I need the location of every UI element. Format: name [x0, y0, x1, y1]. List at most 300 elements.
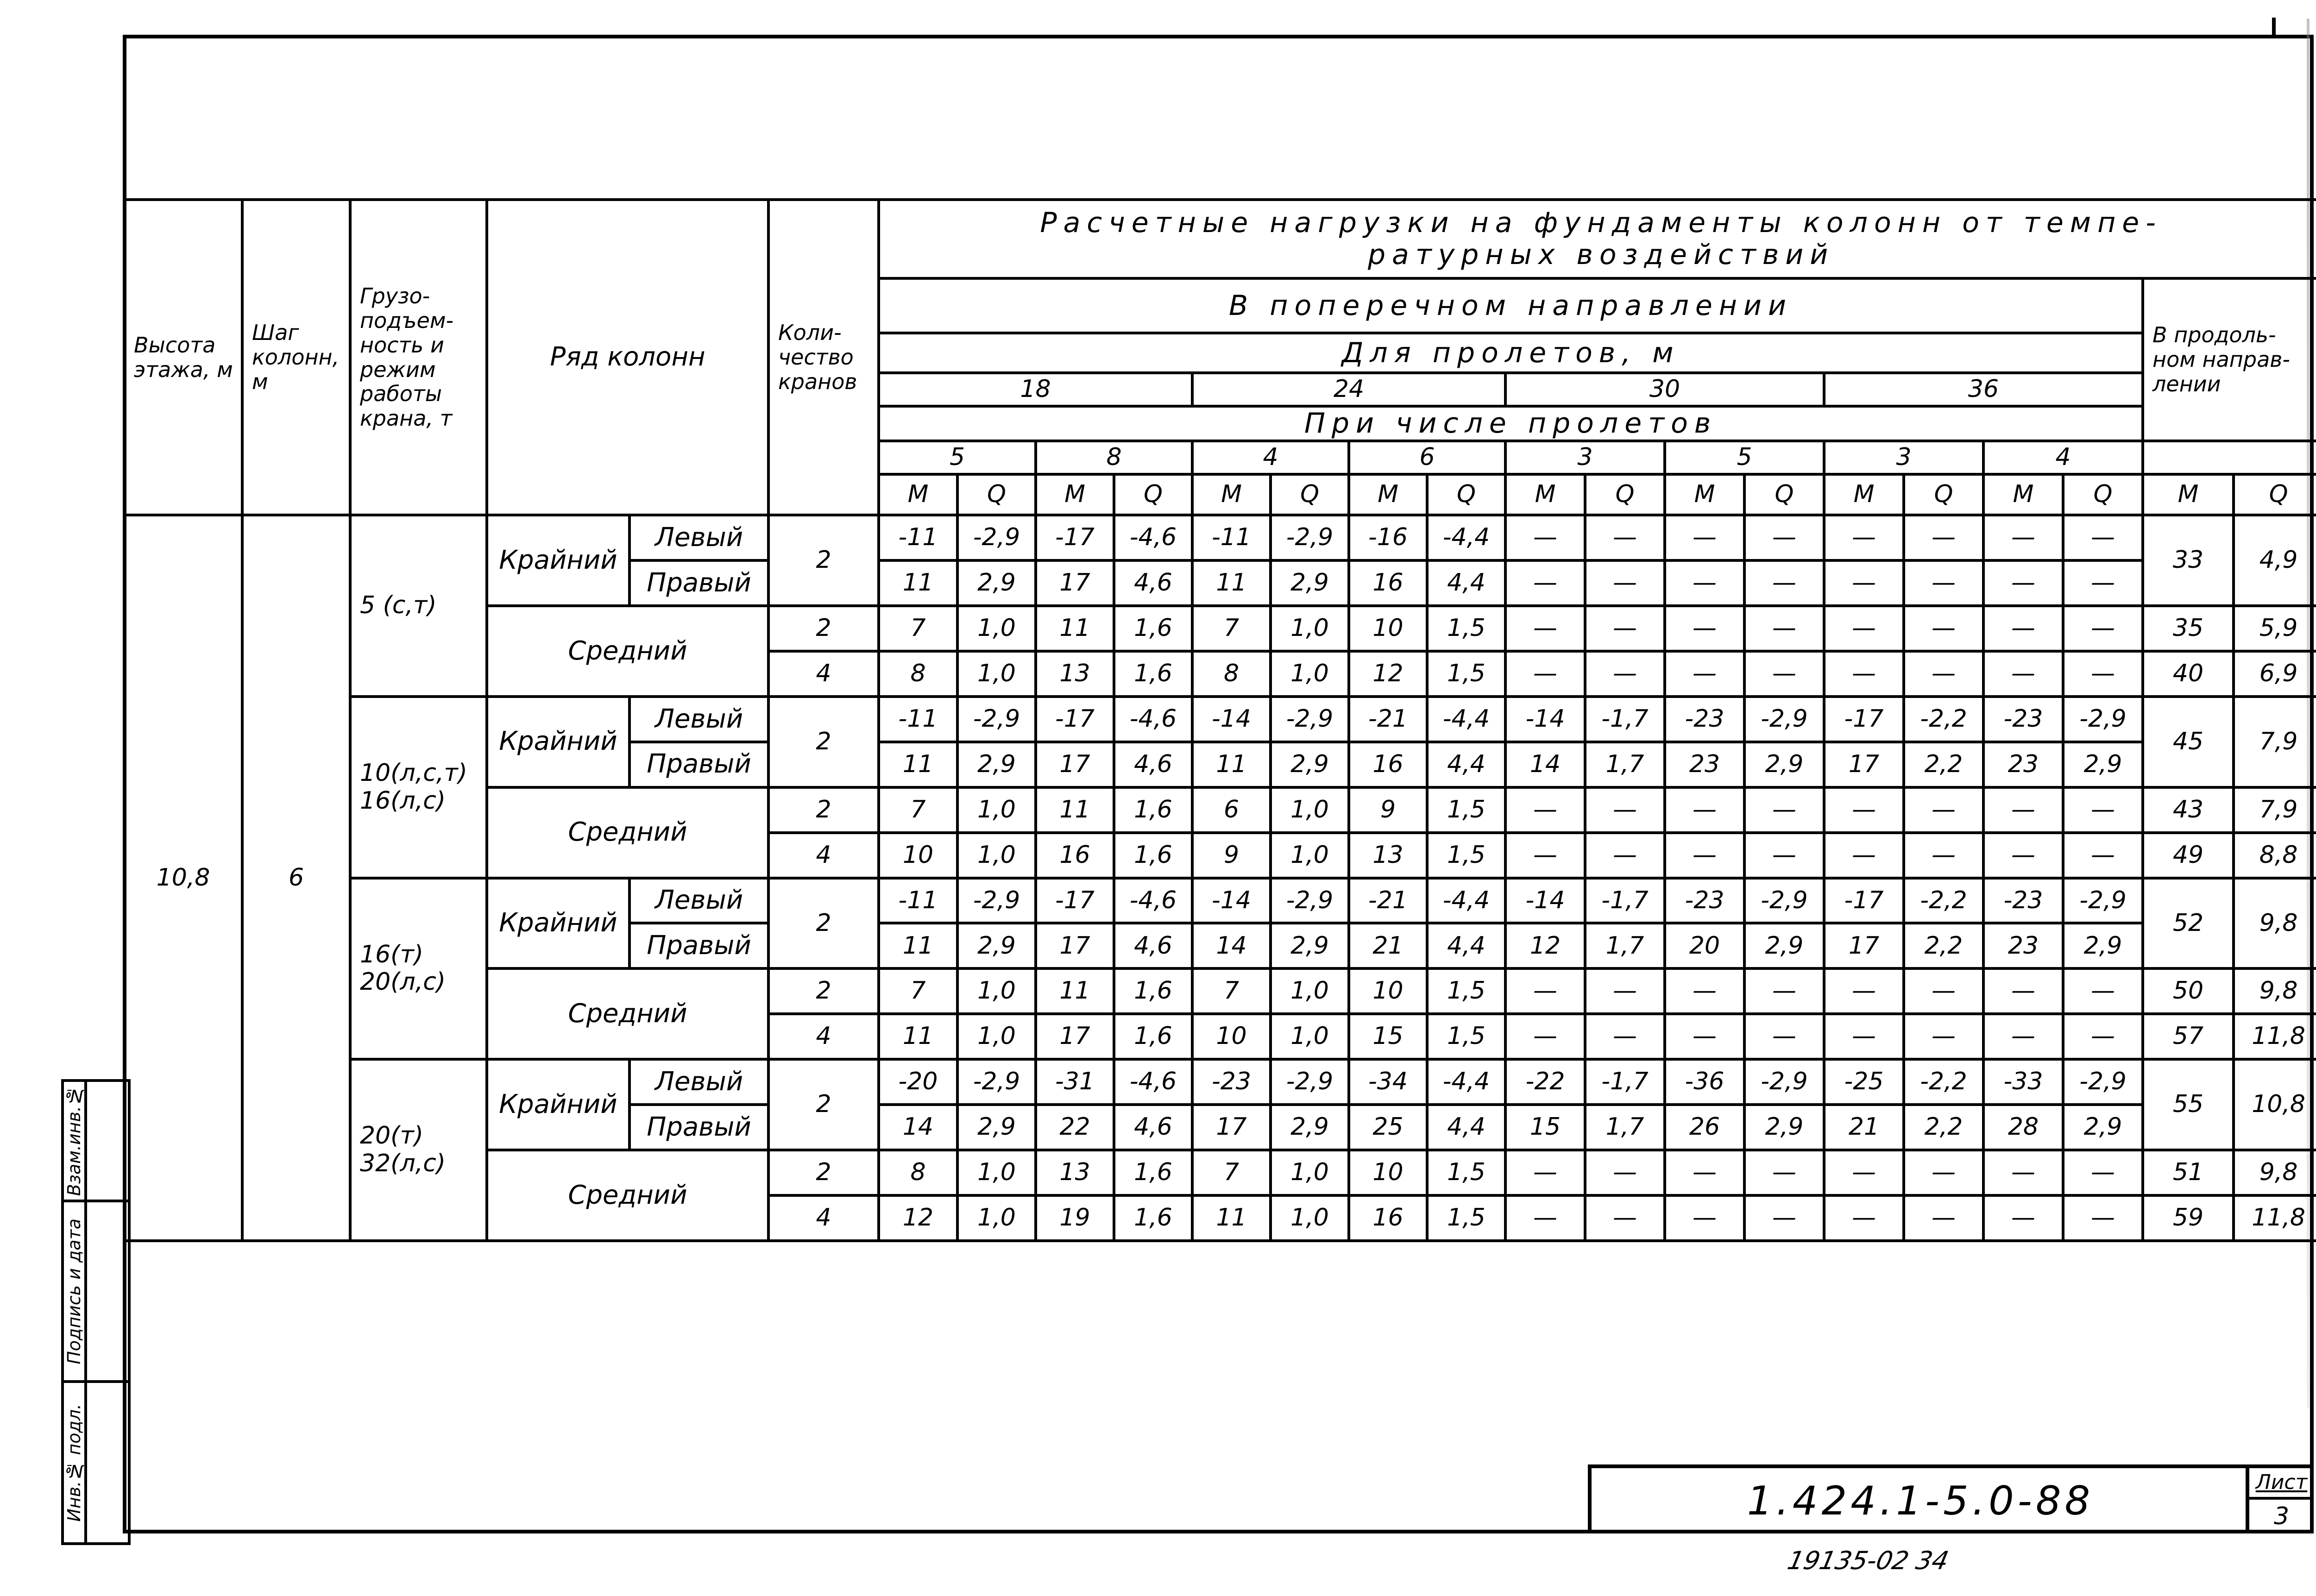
value-cell: 13 — [1036, 651, 1114, 697]
shear-header: Q — [1427, 474, 1505, 515]
header-row: Ряд колонн — [487, 200, 768, 515]
value-cell: 1,5 — [1427, 833, 1505, 878]
value-cell: — — [1585, 606, 1665, 651]
value-cell: — — [1665, 787, 1744, 833]
value-cell: -20 — [879, 1059, 957, 1105]
value-cell: -1,7 — [1585, 697, 1665, 742]
span-24: 24 — [1192, 373, 1505, 406]
value-cell: — — [1585, 560, 1665, 606]
value-cell: — — [1744, 560, 1824, 606]
value-cell: 11 — [1036, 968, 1114, 1014]
value-cell: 22 — [1036, 1105, 1114, 1150]
value-cell: 23 — [1983, 923, 2063, 968]
value-cell: -16 — [1349, 515, 1427, 560]
crane-count: 2 — [768, 515, 879, 606]
value-cell: 14 — [1192, 923, 1271, 968]
value-cell: — — [1983, 606, 2063, 651]
value-cell: 4,6 — [1114, 560, 1192, 606]
value-cell: -36 — [1665, 1059, 1744, 1105]
value-cell: 1,0 — [1271, 651, 1349, 697]
value-cell: 1,0 — [1271, 833, 1349, 878]
span-count: 4 — [1983, 441, 2143, 474]
value-cell: 15 — [1349, 1014, 1427, 1059]
row-middle: Средний — [487, 1150, 768, 1241]
value-cell: -1,7 — [1585, 1059, 1665, 1105]
value-cell: -23 — [1192, 1059, 1271, 1105]
value-cell: — — [1744, 515, 1824, 560]
value-cell: — — [1585, 968, 1665, 1014]
value-cell: -14 — [1505, 878, 1585, 924]
row-edge: Крайний — [487, 878, 629, 969]
value-cell: 4,6 — [1114, 742, 1192, 787]
value-cell: 17 — [1036, 1014, 1114, 1059]
value-cell: 2,9 — [2063, 923, 2143, 968]
long-shear: 7,9 — [2234, 697, 2316, 787]
long-shear: 9,8 — [2234, 968, 2316, 1014]
row-middle: Средний — [487, 787, 768, 878]
value-cell: — — [1665, 651, 1744, 697]
side-label-signature: Подпись и дата — [64, 1218, 84, 1364]
long-shear: 5,9 — [2234, 606, 2316, 651]
value-cell: 17 — [1036, 742, 1114, 787]
value-cell: — — [1824, 560, 1904, 606]
value-cell: 11 — [879, 742, 957, 787]
value-cell: 17 — [1192, 1105, 1271, 1150]
value-cell: 13 — [1036, 1150, 1114, 1195]
table-body — [124, 515, 2316, 1241]
long-moment: 40 — [2143, 651, 2234, 697]
crane-count: 2 — [768, 968, 879, 1014]
value-cell: -4,4 — [1427, 515, 1505, 560]
value-cell: 2,2 — [1904, 1105, 1983, 1150]
value-cell: -4,6 — [1114, 878, 1192, 924]
span-count: 3 — [1505, 441, 1665, 474]
value-cell: -11 — [879, 515, 957, 560]
value-cell: 10 — [1192, 1014, 1271, 1059]
value-cell: 12 — [1349, 651, 1427, 697]
value-cell: 10 — [1349, 1150, 1427, 1195]
value-cell: — — [1904, 606, 1983, 651]
value-cell: — — [1505, 560, 1585, 606]
value-cell: 1,0 — [1271, 968, 1349, 1014]
value-cell: 1,0 — [1271, 1150, 1349, 1195]
moment-header: M — [1192, 474, 1271, 515]
value-cell: 16 — [1349, 742, 1427, 787]
value-cell: -2,9 — [1744, 878, 1824, 924]
value-cell: 7 — [1192, 1150, 1271, 1195]
value-cell: — — [2063, 787, 2143, 833]
long-moment: 45 — [2143, 697, 2234, 787]
value-cell: — — [1744, 1195, 1824, 1241]
floor-height: 10,8 — [124, 515, 242, 1241]
value-cell: -21 — [1349, 697, 1427, 742]
long-moment: 57 — [2143, 1014, 2234, 1059]
value-cell: 9 — [1349, 787, 1427, 833]
side-label-replaced: Взам.инв.№ — [64, 1085, 84, 1196]
value-cell: 8 — [1192, 651, 1271, 697]
value-cell: 17 — [1036, 560, 1114, 606]
value-cell: 2,9 — [957, 1105, 1036, 1150]
value-cell: 2,9 — [1744, 1105, 1824, 1150]
value-cell: 2,9 — [1271, 923, 1349, 968]
long-shear: 9,8 — [2234, 1150, 2316, 1195]
value-cell: — — [1585, 515, 1665, 560]
value-cell: — — [2063, 1014, 2143, 1059]
value-cell: 16 — [1349, 1195, 1427, 1241]
value-cell: — — [1824, 651, 1904, 697]
value-cell: -23 — [1665, 697, 1744, 742]
value-cell: 4,4 — [1427, 560, 1505, 606]
value-cell: 2,9 — [957, 742, 1036, 787]
value-cell: — — [1824, 515, 1904, 560]
value-cell: — — [1983, 833, 2063, 878]
long-shear: 9,8 — [2234, 878, 2316, 969]
value-cell: — — [1505, 1014, 1585, 1059]
value-cell: 1,0 — [957, 651, 1036, 697]
value-cell: — — [1744, 651, 1824, 697]
header-cranes: Коли- чество кранов — [768, 200, 879, 515]
span-count: 5 — [1665, 441, 1824, 474]
row-left: Левый — [629, 515, 768, 560]
shear-header: Q — [1271, 474, 1349, 515]
value-cell: 1,6 — [1114, 651, 1192, 697]
value-cell: 1,0 — [1271, 1014, 1349, 1059]
shear-header: Q — [2234, 474, 2316, 515]
sheet-label: Лист — [2249, 1468, 2314, 1500]
crane-count: 4 — [768, 833, 879, 878]
value-cell: — — [1983, 1195, 2063, 1241]
value-cell: — — [2063, 651, 2143, 697]
row-right: Правый — [629, 923, 768, 968]
value-cell: -2,9 — [1744, 1059, 1824, 1105]
span-30: 30 — [1505, 373, 1824, 406]
value-cell: 17 — [1824, 923, 1904, 968]
value-cell: -14 — [1192, 697, 1271, 742]
value-cell: 1,5 — [1427, 606, 1505, 651]
long-moment: 59 — [2143, 1195, 2234, 1241]
value-cell: -11 — [879, 697, 957, 742]
value-cell: — — [1665, 560, 1744, 606]
value-cell: 26 — [1665, 1105, 1744, 1150]
value-cell: — — [1665, 1014, 1744, 1059]
value-cell: -4,4 — [1427, 1059, 1505, 1105]
value-cell: -2,9 — [2063, 697, 2143, 742]
value-cell: — — [1744, 833, 1824, 878]
table-header — [124, 200, 2316, 515]
value-cell: -2,2 — [1904, 878, 1983, 924]
shear-header: Q — [1904, 474, 1983, 515]
row-middle: Средний — [487, 968, 768, 1059]
value-cell: -4,6 — [1114, 515, 1192, 560]
value-cell: -2,2 — [1904, 1059, 1983, 1105]
header-height: Высота этажа, м — [124, 200, 242, 515]
value-cell: -2,9 — [1744, 697, 1824, 742]
value-cell: — — [2063, 1150, 2143, 1195]
value-cell: 11 — [1036, 787, 1114, 833]
row-right: Правый — [629, 1105, 768, 1150]
value-cell: 1,5 — [1427, 968, 1505, 1014]
crane-capacity: 5 (с,т) — [350, 515, 487, 697]
value-cell: -11 — [1192, 515, 1271, 560]
value-cell: 11 — [1192, 560, 1271, 606]
span-36: 36 — [1824, 373, 2143, 406]
value-cell: 11 — [879, 923, 957, 968]
value-cell: -11 — [879, 878, 957, 924]
value-cell: 2,2 — [1904, 742, 1983, 787]
side-stamp — [61, 1079, 131, 1542]
long-shear: 6,9 — [2234, 651, 2316, 697]
value-cell: — — [1983, 787, 2063, 833]
value-cell: 7 — [879, 968, 957, 1014]
span-count: 4 — [1192, 441, 1349, 474]
value-cell: — — [1505, 787, 1585, 833]
value-cell: -17 — [1036, 515, 1114, 560]
value-cell: 4,4 — [1427, 1105, 1505, 1150]
value-cell: — — [1585, 1014, 1665, 1059]
value-cell: -17 — [1824, 878, 1904, 924]
crane-count: 4 — [768, 651, 879, 697]
value-cell: 4,4 — [1427, 923, 1505, 968]
value-cell: -34 — [1349, 1059, 1427, 1105]
long-shear: 11,8 — [2234, 1195, 2316, 1241]
value-cell: — — [1904, 833, 1983, 878]
sheet-box — [2246, 1468, 2314, 1533]
moment-header: M — [1665, 474, 1744, 515]
value-cell: — — [1665, 1195, 1744, 1241]
value-cell: — — [2063, 606, 2143, 651]
value-cell: -1,7 — [1585, 878, 1665, 924]
span-count: 5 — [879, 441, 1036, 474]
value-cell: 1,0 — [1271, 1195, 1349, 1241]
value-cell: 11 — [1192, 1195, 1271, 1241]
row-edge: Крайний — [487, 697, 629, 787]
value-cell: — — [1904, 515, 1983, 560]
value-cell: -2,9 — [2063, 878, 2143, 924]
value-cell: 1,0 — [957, 606, 1036, 651]
row-edge: Крайний — [487, 515, 629, 606]
value-cell: 1,0 — [957, 787, 1036, 833]
table-row — [124, 515, 2316, 560]
crane-count: 2 — [768, 1059, 879, 1150]
value-cell: — — [1585, 1150, 1665, 1195]
value-cell: -2,9 — [957, 1059, 1036, 1105]
value-cell: 23 — [1983, 742, 2063, 787]
value-cell: 1,0 — [957, 968, 1036, 1014]
header-longitudinal: В продоль- ном направ- лении — [2143, 278, 2316, 441]
long-shear: 4,9 — [2234, 515, 2316, 606]
value-cell: — — [1904, 560, 1983, 606]
value-cell: 1,5 — [1427, 651, 1505, 697]
value-cell: — — [1585, 787, 1665, 833]
value-cell: 1,0 — [1271, 606, 1349, 651]
shear-header: Q — [2063, 474, 2143, 515]
long-shear: 7,9 — [2234, 787, 2316, 833]
value-cell: — — [1505, 833, 1585, 878]
crane-count: 4 — [768, 1195, 879, 1241]
value-cell: — — [1665, 515, 1744, 560]
value-cell: 14 — [879, 1105, 957, 1150]
value-cell: 1,0 — [957, 833, 1036, 878]
value-cell: 13 — [1349, 833, 1427, 878]
value-cell: 1,6 — [1114, 833, 1192, 878]
value-cell: 2,9 — [2063, 1105, 2143, 1150]
value-cell: — — [1505, 515, 1585, 560]
value-cell: — — [1983, 1014, 2063, 1059]
value-cell: 2,9 — [1744, 923, 1824, 968]
header-spans: Для пролетов, м — [879, 333, 2143, 373]
value-cell: 2,9 — [1271, 560, 1349, 606]
crane-count: 2 — [768, 878, 879, 969]
crane-capacity: 10(л,с,т) 16(л,с) — [350, 697, 487, 878]
table-row — [124, 697, 2316, 742]
value-cell: — — [1665, 833, 1744, 878]
table-title — [879, 200, 2316, 278]
value-cell: 1,6 — [1114, 1150, 1192, 1195]
value-cell: — — [1983, 968, 2063, 1014]
shear-header: Q — [1744, 474, 1824, 515]
value-cell: 1,6 — [1114, 787, 1192, 833]
value-cell: — — [1904, 968, 1983, 1014]
crane-count: 2 — [768, 606, 879, 651]
moment-header: M — [1983, 474, 2063, 515]
value-cell: 28 — [1983, 1105, 2063, 1150]
value-cell: — — [1505, 1195, 1585, 1241]
value-cell: 20 — [1665, 923, 1744, 968]
value-cell: -4,4 — [1427, 878, 1505, 924]
value-cell: 1,6 — [1114, 968, 1192, 1014]
crane-capacity: 20(т) 32(л,с) — [350, 1059, 487, 1241]
value-cell: 4,6 — [1114, 923, 1192, 968]
value-cell: 4,4 — [1427, 742, 1505, 787]
value-cell: -23 — [1983, 697, 2063, 742]
value-cell: -2,9 — [1271, 697, 1349, 742]
sheet-number: 3 — [2273, 1502, 2290, 1530]
value-cell: 1,7 — [1585, 742, 1665, 787]
value-cell: -17 — [1824, 697, 1904, 742]
value-cell: — — [1904, 1195, 1983, 1241]
side-cell-3 — [63, 1382, 86, 1544]
value-cell: 2,9 — [1271, 742, 1349, 787]
value-cell: 1,5 — [1427, 1014, 1505, 1059]
value-cell: — — [1505, 1150, 1585, 1195]
span-18: 18 — [879, 373, 1192, 406]
value-cell: — — [1824, 1014, 1904, 1059]
value-cell: -4,4 — [1427, 697, 1505, 742]
side-cell-2 — [63, 1201, 86, 1382]
value-cell: -4,6 — [1114, 1059, 1192, 1105]
value-cell: -2,9 — [1271, 515, 1349, 560]
header-count: При числе пролетов — [879, 406, 2143, 441]
title-line-2: ратурных воздействий — [1367, 239, 1835, 271]
value-cell: 16 — [1349, 560, 1427, 606]
long-shear: 11,8 — [2234, 1014, 2316, 1059]
value-cell: 15 — [1505, 1105, 1585, 1150]
side-label-inventory: Инв.№ подл. — [64, 1403, 84, 1522]
value-cell: 10 — [1349, 606, 1427, 651]
value-cell: -14 — [1192, 878, 1271, 924]
value-cell: — — [1904, 1014, 1983, 1059]
value-cell: 7 — [1192, 606, 1271, 651]
header-capacity: Грузо- подъем- ность и режим работы крана, т — [350, 200, 487, 515]
value-cell: 2,9 — [1744, 742, 1824, 787]
moment-header: M — [2143, 474, 2234, 515]
value-cell: -2,9 — [1271, 878, 1349, 924]
value-cell: 7 — [879, 606, 957, 651]
long-moment: 43 — [2143, 787, 2234, 833]
value-cell: 2,9 — [2063, 742, 2143, 787]
archive-number: 19135-02 34 — [1785, 1546, 1951, 1575]
row-left: Левый — [629, 1059, 768, 1105]
value-cell: 2,9 — [957, 560, 1036, 606]
value-cell: 1,5 — [1427, 1150, 1505, 1195]
value-cell: -2,9 — [957, 697, 1036, 742]
value-cell: 23 — [1665, 742, 1744, 787]
value-cell: — — [1744, 1150, 1824, 1195]
value-cell: — — [1904, 1150, 1983, 1195]
value-cell: — — [1744, 787, 1824, 833]
value-cell: 11 — [879, 560, 957, 606]
value-cell: 1,0 — [1271, 787, 1349, 833]
value-cell: — — [1665, 968, 1744, 1014]
value-cell: 21 — [1824, 1105, 1904, 1150]
title-line-1: Расчетные нагрузки на фундаменты колонн от темпе- — [1040, 207, 2162, 239]
long-moment: 50 — [2143, 968, 2234, 1014]
value-cell: -17 — [1036, 697, 1114, 742]
document-number: 1.424.1-5.0-88 — [1747, 1477, 2094, 1524]
column-step: 6 — [242, 515, 350, 1241]
moment-header: M — [1036, 474, 1114, 515]
value-cell: — — [2063, 968, 2143, 1014]
value-cell: -2,9 — [957, 878, 1036, 924]
value-cell: 1,5 — [1427, 1195, 1505, 1241]
value-cell: — — [1824, 606, 1904, 651]
row-edge: Крайний — [487, 1059, 629, 1150]
row-middle: Средний — [487, 606, 768, 697]
title-block — [1588, 1464, 2314, 1533]
value-cell: -2,9 — [1271, 1059, 1349, 1105]
value-cell: 1,7 — [1585, 1105, 1665, 1150]
value-cell: 4,6 — [1114, 1105, 1192, 1150]
value-cell: — — [1744, 606, 1824, 651]
long-moment: 49 — [2143, 833, 2234, 878]
value-cell: -23 — [1665, 878, 1744, 924]
span-count: 3 — [1824, 441, 1983, 474]
value-cell: 1,5 — [1427, 787, 1505, 833]
value-cell: — — [1983, 1150, 2063, 1195]
value-cell: — — [1983, 651, 2063, 697]
value-cell: -25 — [1824, 1059, 1904, 1105]
long-moment: 55 — [2143, 1059, 2234, 1150]
long-moment: 51 — [2143, 1150, 2234, 1195]
value-cell: 14 — [1505, 742, 1585, 787]
value-cell: -2,9 — [2063, 1059, 2143, 1105]
long-moment: 52 — [2143, 878, 2234, 969]
value-cell: — — [1505, 651, 1585, 697]
row-left: Левый — [629, 878, 768, 924]
value-cell: — — [1665, 1150, 1744, 1195]
value-cell: — — [2063, 833, 2143, 878]
value-cell: 7 — [879, 787, 957, 833]
value-cell: 19 — [1036, 1195, 1114, 1241]
moment-header: M — [1824, 474, 1904, 515]
crane-count: 2 — [768, 697, 879, 787]
value-cell: — — [1824, 787, 1904, 833]
value-cell: — — [1585, 651, 1665, 697]
shear-header: Q — [1114, 474, 1192, 515]
value-cell: 1,7 — [1585, 923, 1665, 968]
value-cell: -4,6 — [1114, 697, 1192, 742]
value-cell: — — [1744, 968, 1824, 1014]
